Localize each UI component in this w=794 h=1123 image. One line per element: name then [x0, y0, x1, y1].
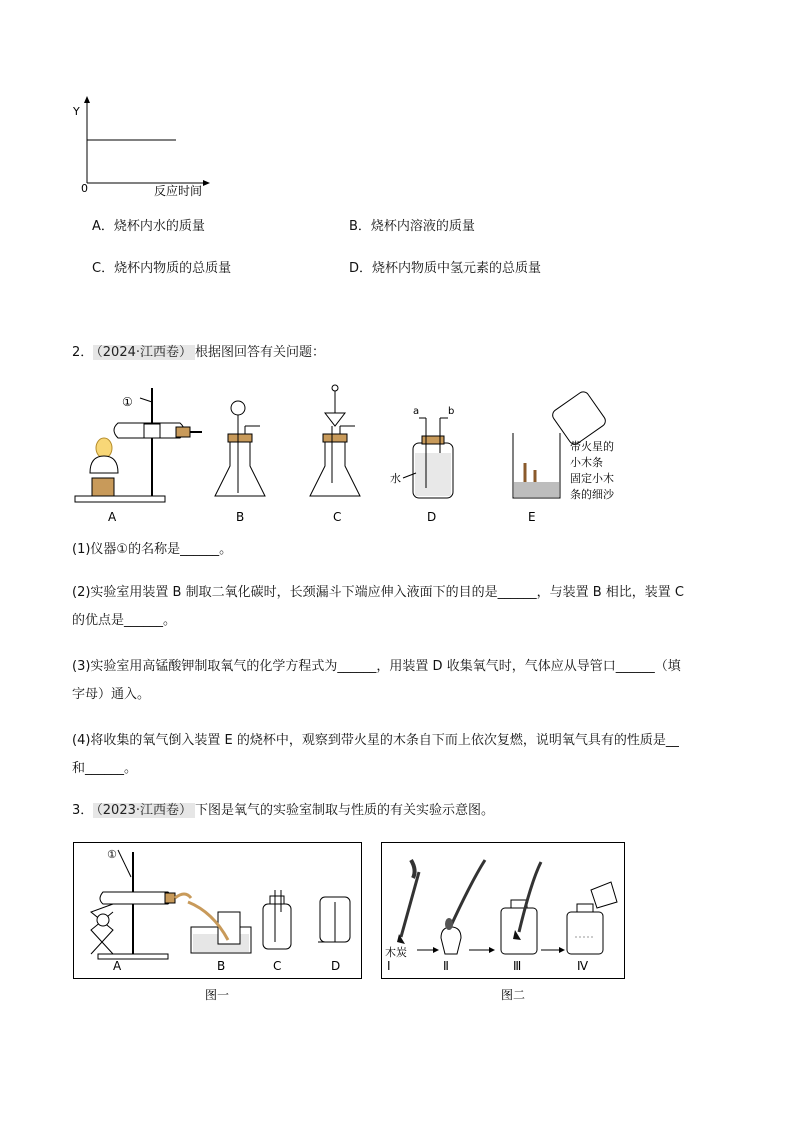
marker-1: ①	[122, 395, 133, 409]
label-d: D	[427, 510, 437, 524]
fig1-marker: ①	[107, 848, 117, 861]
reaction-graph	[70, 95, 220, 200]
y-axis-label: Y	[73, 105, 80, 118]
q1-option-b: B．烧杯内溶液的质量	[349, 219, 475, 234]
q1-option-d: D．烧杯内物质中氢元素的总质量	[349, 261, 542, 276]
apparatus-d	[390, 406, 454, 524]
apparatus-b	[215, 401, 265, 524]
q2-sub2-line2: 的优点是______。	[72, 613, 177, 628]
q3-heading	[72, 802, 494, 820]
fig1-label-a: A	[113, 959, 122, 973]
q2-sub4-line2: 和______。	[72, 761, 138, 776]
label-b: B	[236, 510, 245, 524]
q2-number: 2．	[72, 345, 94, 360]
label-c: C	[333, 510, 342, 524]
q1-option-c: C．烧杯内物质的总质量	[92, 261, 232, 276]
x-axis-label: 反应时间	[154, 184, 203, 198]
q1-option-a: A．烧杯内水的质量	[92, 219, 205, 234]
apparatus-a	[75, 388, 202, 524]
q2-sub4-line1: (4)将收集的氧气倒入装置 E 的烧杯中，观察到带火星的木条自下而上依次复燃，说明氧气具有的性质是__	[72, 733, 679, 748]
apparatus-c	[310, 385, 360, 524]
q3-figure-1	[73, 842, 363, 1004]
step-iii-label: Ⅲ	[513, 959, 522, 973]
step-iv-label: Ⅳ	[577, 959, 589, 973]
x-axis-arrow	[203, 180, 210, 186]
fig1-label-b: B	[217, 959, 226, 973]
q2-sub3-line1: (3)实验室用高锰酸钾制取氧气的化学方程式为______，用装置 D 收集氧气时，气体应从导管口______（填	[72, 659, 681, 674]
q3-number: 3．	[72, 803, 94, 818]
y-axis-arrow	[84, 96, 90, 103]
apparatus-e	[513, 390, 615, 524]
q2-sub3-line2: 字母）通入。	[72, 687, 151, 702]
step-i-label: Ⅰ	[387, 959, 391, 973]
port-a: a	[413, 406, 420, 417]
q2-stem: 根据图回答有关问题：	[195, 345, 326, 360]
label-a: A	[108, 510, 117, 524]
e-label-4: 条的细沙	[570, 488, 614, 501]
q2-heading	[72, 344, 325, 362]
q3-stem: 下图是氧气的实验室制取与性质的有关实验示意图。	[195, 803, 495, 818]
water-label: 水	[390, 472, 401, 485]
q3-source-tag: （2023·江西卷）	[93, 803, 195, 818]
q2-sub2-line1: (2)实验室用装置 B 制取二氧化碳时，长颈漏斗下端应伸入液面下的目的是______，与装置 B 相比，装置 C	[72, 585, 684, 600]
fig2-caption: 图二	[501, 988, 526, 1002]
fig1-caption: 图一	[205, 988, 230, 1002]
fig1-label-d: D	[331, 959, 341, 973]
label-e: E	[528, 510, 536, 524]
e-label-3: 固定小木	[570, 472, 614, 485]
e-label-1: 带火星的	[570, 440, 614, 453]
q2-source-tag: （2024·江西卷）	[93, 345, 195, 360]
charcoal-label: 木炭	[385, 946, 407, 959]
port-b: b	[448, 406, 455, 417]
e-label-2: 小木条	[570, 456, 603, 469]
stand-base	[75, 496, 165, 502]
q3-figure-2	[381, 842, 627, 1004]
origin-label: 0	[81, 182, 88, 195]
q2-apparatus-figure	[70, 378, 670, 528]
q2-sub1: (1)仪器①的名称是______。	[72, 542, 233, 557]
fig1-label-c: C	[273, 959, 282, 973]
step-ii-label: Ⅱ	[443, 959, 449, 973]
